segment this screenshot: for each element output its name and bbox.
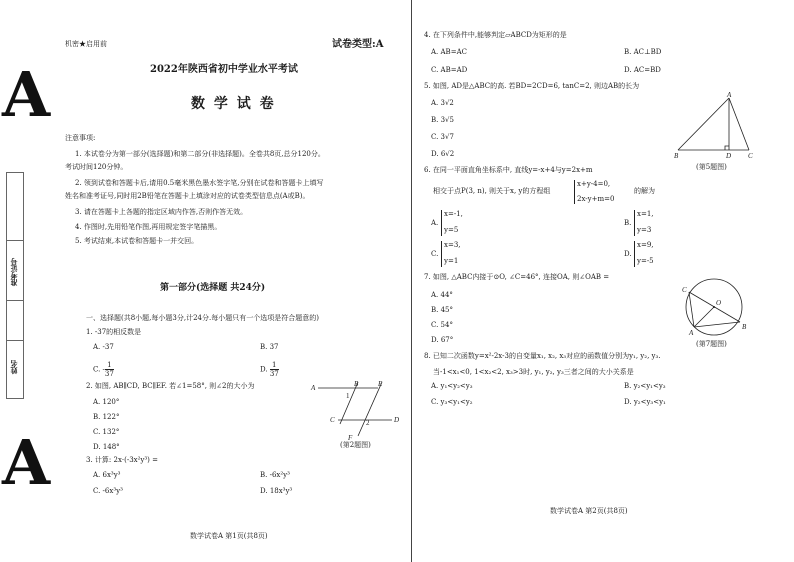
- question-6-stem-part-3: 的解为: [634, 187, 655, 195]
- question-5-option-d[interactable]: D. 6√2: [431, 150, 455, 158]
- question-8-option-a[interactable]: A. y₁<y₂<y₃: [431, 382, 473, 390]
- notes-title: 注意事项:: [65, 134, 96, 142]
- paper-type-letter-bottom: A: [2, 426, 51, 499]
- candidate-number-label: 准考证号: [9, 258, 18, 287]
- question-7-option-c[interactable]: C. 54°: [431, 321, 453, 329]
- question-2-figure-caption: (第2题图): [340, 441, 371, 449]
- question-2-figure: [310, 378, 410, 448]
- question-4-option-a[interactable]: A. AB=AC: [431, 48, 467, 56]
- question-2-option-d[interactable]: D. 148°: [93, 443, 120, 451]
- question-7-stem: 7. 如图, △ABC内接于⊙O, ∠C=46°, 连接OA, 则∠OAB =: [424, 273, 610, 281]
- question-1-option-a[interactable]: A. -37: [93, 343, 114, 351]
- q7-label-b: B: [742, 323, 747, 331]
- note-line: 1. 本试卷分为第一部分(选择题)和第二部分(非选择题)。全卷共8页,总分120分。: [75, 150, 325, 158]
- question-2-option-c[interactable]: C. 132°: [93, 428, 120, 436]
- q5-label-a: A: [727, 92, 732, 99]
- question-3-stem: 3. 计算: 2x·(-3x²y³) =: [86, 456, 158, 464]
- name-label: 姓名: [9, 360, 18, 375]
- question-7-option-b[interactable]: B. 45°: [431, 306, 454, 314]
- question-3-option-b[interactable]: B. -6x²y³: [260, 471, 290, 479]
- question-4-option-d[interactable]: D. AC=BD: [624, 66, 661, 74]
- q5-label-d: D: [726, 152, 732, 160]
- page-divider: [411, 0, 412, 562]
- q2-label-b: B: [354, 380, 359, 388]
- question-1-option-c[interactable]: C. - $\frac{1}{37}$: [93, 361, 114, 378]
- question-3-option-d[interactable]: D. 18x³y³: [260, 487, 293, 495]
- q7-label-a: A: [689, 329, 694, 337]
- question-2-option-b[interactable]: B. 122°: [93, 413, 120, 421]
- exam-name: 2022年陕西省初中学业水平考试: [150, 64, 298, 75]
- q2-label-e: E: [378, 380, 383, 388]
- section-title: 第一部分(选择题 共24分): [160, 283, 266, 293]
- question-5-option-a[interactable]: A. 3√2: [431, 99, 454, 107]
- question-1-stem: 1. -37的相反数是: [86, 328, 142, 336]
- note-line: 2. 领到试卷和答题卡后,请用0.5毫米黑色墨水签字笔,分别在试卷和答题卡上填写: [75, 179, 324, 187]
- question-8-option-d[interactable]: D. y₂<y₃<y₁: [624, 398, 666, 406]
- question-7-figure: [674, 275, 758, 345]
- question-2-option-a[interactable]: A. 120°: [93, 398, 120, 406]
- question-3-option-a[interactable]: A. 6x³y³: [93, 471, 121, 479]
- question-8-stem: 8. 已知二次函数y=x²-2x-3的自变量x₁, x₂, x₃对应的函数值分别为y₁, y₂, y₃.: [424, 352, 661, 360]
- question-8-option-b[interactable]: B. y₂<y₁<y₃: [624, 382, 666, 390]
- q2-label-angle-1: 1: [346, 392, 350, 400]
- note-line: 3. 请在答题卡上各题的指定区域内作答,否则作答无效。: [75, 208, 248, 216]
- question-8-option-c[interactable]: C. y₃<y₁<y₂: [431, 398, 473, 406]
- question-7-figure-caption: (第7题图): [696, 340, 727, 348]
- note-line: 姓名和准考证号,同时用2B铅笔在答题卡上填涂对应的试卷类型信息点(A或B)。: [65, 192, 310, 200]
- question-4-stem: 4. 在下列条件中,能够判定▱ABCD为矩形的是: [424, 31, 567, 39]
- question-6-stem-part-2: 相交于点P(3, n), 则关于x, y的方程组: [433, 187, 551, 195]
- q2-label-a: A: [311, 384, 316, 392]
- question-5-option-c[interactable]: C. 3√7: [431, 133, 454, 141]
- q5-label-c: C: [748, 152, 753, 160]
- q7-label-o: O: [716, 299, 722, 307]
- paper-type-label: 试卷类型:A: [332, 39, 384, 50]
- question-8-stem-part-2: 当-1<x₁<0, 1<x₂<2, x₃>3时, y₁, y₂, y₃三者之间的大小关系是: [433, 368, 634, 376]
- question-5-figure: [670, 92, 760, 162]
- q7-label-c: C: [682, 286, 687, 294]
- question-3-option-c[interactable]: C. -6x³y³: [93, 487, 123, 495]
- q2-label-d: D: [394, 416, 400, 424]
- section-instruction: 一、选择题(共8小题,每小题3分,计24分.每小题只有一个选项是符合题意的): [86, 314, 319, 322]
- q2-label-c: C: [330, 416, 335, 424]
- question-6-stem: 6. 在同一平面直角坐标系中, 直线y=-x+4与y=2x+m: [424, 166, 593, 174]
- question-5-stem: 5. 如图, AD是△ABC的高. 若BD=2CD=6, tanC=2, 则边AB的长为: [424, 82, 640, 90]
- question-6-system-eq-2: 2x-y+m=0: [577, 195, 615, 203]
- note-line: 5. 考试结束,本试卷和答题卡一并交回。: [75, 237, 199, 245]
- question-4-option-c[interactable]: C. AB=AD: [431, 66, 468, 74]
- question-5-option-b[interactable]: B. 3√5: [431, 116, 454, 124]
- q2-label-angle-2: 2: [366, 419, 370, 427]
- question-2-stem: 2. 如图, AB∥CD, BC∥EF. 若∠1=58°, 则∠2的大小为: [86, 382, 255, 390]
- note-line: 4. 作图时,先用铅笔作图,再用规定签字笔描黑。: [75, 223, 222, 231]
- question-7-option-a[interactable]: A. 44°: [431, 291, 453, 299]
- question-5-figure-caption: (第5题图): [696, 163, 727, 171]
- left-page-footer: 数学试卷A 第1页(共8页): [190, 532, 268, 540]
- question-1-option-b[interactable]: B. 37: [260, 343, 279, 351]
- note-line: 考试时间120分钟。: [65, 163, 128, 171]
- question-1-option-d[interactable]: D. $\frac{1}{37}$: [260, 361, 279, 378]
- confidential-label: 机密★启用前: [65, 40, 107, 48]
- paper-type-letter-top: A: [2, 58, 51, 131]
- q2-label-f: F: [348, 434, 353, 442]
- question-6-system-eq-1: x+y-4=0,: [577, 180, 611, 188]
- right-page-footer: 数学试卷A 第2页(共8页): [550, 507, 628, 515]
- question-7-option-d[interactable]: D. 67°: [431, 336, 454, 344]
- question-4-option-b[interactable]: B. AC⊥BD: [624, 48, 662, 56]
- q5-label-b: B: [674, 152, 679, 160]
- paper-title: 数 学 试 卷: [191, 96, 276, 112]
